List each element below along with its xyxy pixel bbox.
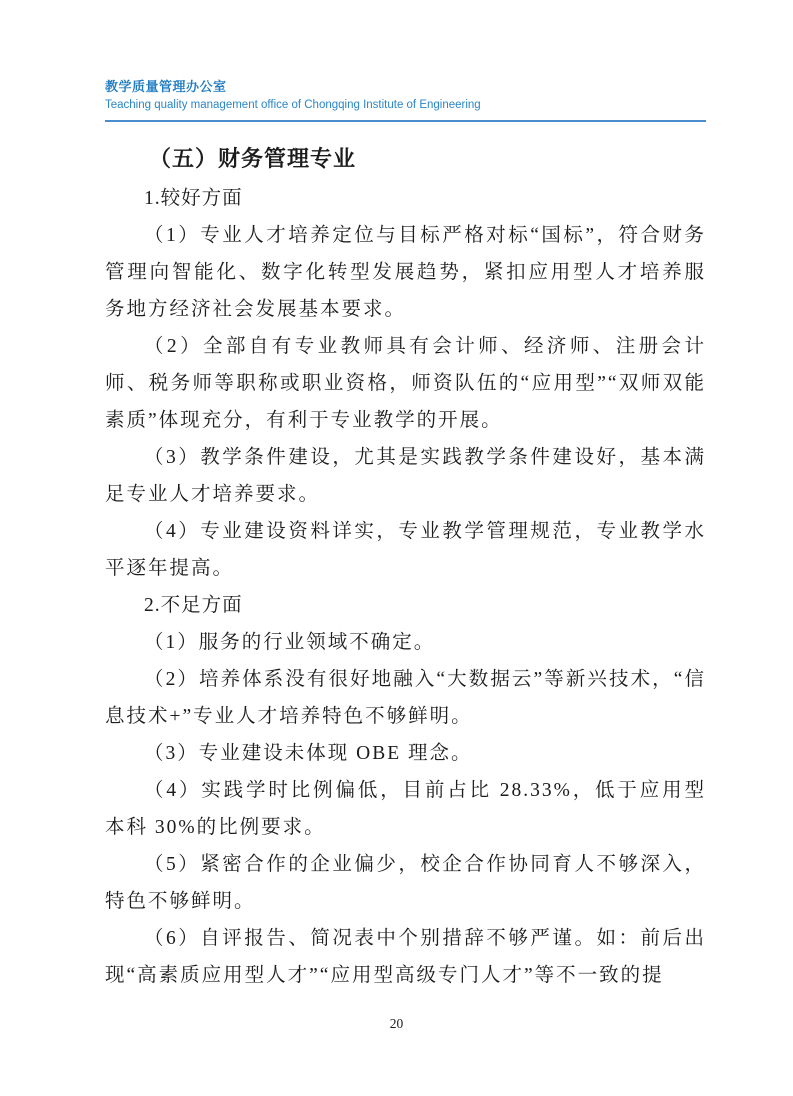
paragraph-bad-1: （1）服务的行业领域不确定。 xyxy=(144,632,436,653)
paragraph-bad-4: （4）实践学时比例偏低，目前占比 28.33%，低于应用型本科 30%的比例要求。 xyxy=(105,780,706,838)
paragraph-bad-5: （5）紧密合作的企业偏少，校企合作协同育人不够深入，特色不够鲜明。 xyxy=(105,854,706,912)
document-body xyxy=(105,138,706,994)
paragraph-good-3: （3）教学条件建设，尤其是实践教学条件建设好，基本满足专业人才培养要求。 xyxy=(105,447,706,505)
paragraph-good-2: （2）全部自有专业教师具有会计师、经济师、注册会计师、税务师等职称或职业资格，师资队伍的“应用型”“双师双能素质”体现充分，有利于专业教学的开展。 xyxy=(105,336,706,431)
paragraph-bad-3: （3）专业建设未体现 OBE 理念。 xyxy=(144,743,473,764)
page-number: 20 xyxy=(389,1016,404,1031)
paragraph-good-4: （4）专业建设资料详实，专业教学管理规范，专业教学水平逐年提高。 xyxy=(105,521,706,579)
page-header xyxy=(105,78,706,122)
header-subtitle-en: Teaching quality management office of Chongqing Institute of Engineering xyxy=(105,98,706,122)
paragraph-bad-2: （2）培养体系没有很好地融入“大数据云”等新兴技术，“信息技术+”专业人才培养特色不够鲜明。 xyxy=(105,669,706,727)
subheading-bad-aspects: 2.不足方面 xyxy=(144,595,243,616)
header-title-cn: 教学质量管理办公室 xyxy=(105,79,227,94)
paragraph-good-1: （1）专业人才培养定位与目标严格对标“国标”，符合财务管理向智能化、数字化转型发展趋势，紧扣应用型人才培养服务地方经济社会发展基本要求。 xyxy=(105,225,706,320)
section-heading: （五）财务管理专业 xyxy=(149,146,357,171)
subheading-good-aspects: 1.较好方面 xyxy=(144,188,243,209)
paragraph-bad-6: （6）自评报告、简况表中个别措辞不够严谨。如：前后出现“高素质应用型人才”“应用型高级专门人才”等不一致的提 xyxy=(105,928,706,986)
